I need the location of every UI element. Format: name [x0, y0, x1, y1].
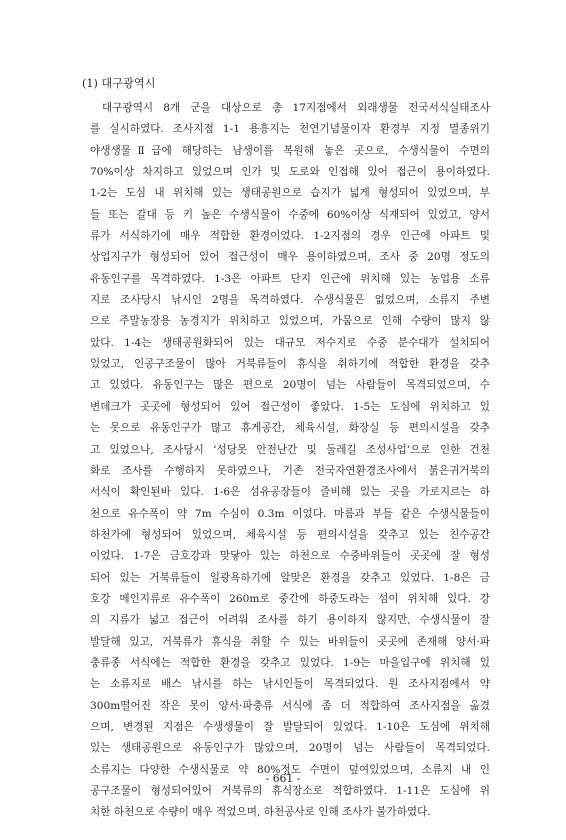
paragraph-line: 하천가에 형성되어 있었으며, 체육시설 등 편의시설을 갖추고 있는 친수공간 — [90, 528, 490, 541]
paragraph-line: 있는 생태공원으로 유동인구가 많았으며, 20명이 넘는 사람들이 목격되었다. — [90, 742, 490, 755]
paragraph-line: 충류종 서식에는 적합한 환경을 갖추고 있었다. 1-9는 마을입구에 위치해 있 — [90, 656, 490, 669]
paragraph-line: 으며, 변경된 지점은 수생생물이 잘 발달되어 있었다. 1-10은 도심에 위치해 — [90, 720, 490, 733]
paragraph-line: 300m떨어진 작은 못이 양서·파충류 서식에 좀 더 적합하여 조사지점을 옮겼 — [90, 699, 490, 712]
paragraph-line: 았다. 1-4는 생태공원화되어 있는 대규모 저수지로 수중 분수대가 설치되어 — [90, 336, 490, 349]
paragraph-line: 으로 주말농장용 농경지가 위치하고 있었으며, 가뭄으로 인해 수량이 많지 않 — [90, 315, 490, 328]
paragraph-line: 치한 하천으로 수량이 매우 적었으며, 하천공사로 인해 조사가 불가하였다. — [90, 806, 431, 819]
paragraph-line: 공구조물이 형성되어있어 거북류의 휴식장소로 적합하였다. 1-11은 도심에 위 — [90, 785, 490, 797]
paragraph-line: 서식이 확인된바 있다. 1-6은 섬유공장들이 즐비해 있는 곳을 가로지르는 하 — [90, 486, 490, 499]
paragraph-line: 의 지류가 넓고 접근이 어려워 조사를 하기 용이하지 않지만, 수생식물이 잘 — [90, 614, 490, 627]
paragraph-line: 야생생물Ⅱ급에 해당하는 남생이를 복원해 놓은 곳으로, 수생식물이 수면의 — [90, 144, 490, 157]
paragraph-line: 를 실시하였다. 조사지점 1-1 용흥지는 천연기념물이자 환경부 지정 멸종위기 — [90, 123, 490, 136]
body-paragraph — [90, 98, 490, 824]
paragraph-line: 화로 조사를 수행하지 못하였으나, 기존 전국자연환경조사에서 붉은귀거북의 — [90, 464, 490, 477]
section-heading: (1) 대구광역시 — [82, 77, 156, 90]
paragraph-line: 소류지는 다양한 수생식물로 약 80%정도 수면이 덮여있었으며, 소류지 내 인 — [90, 763, 490, 776]
paragraph-line: 70%이상 차지하고 있었으며 인가 및 도로와 인접해 있어 접근이 용이하였다. — [90, 166, 490, 179]
paragraph-line: 있었고, 인공구조물이 많아 거북류들이 휴식을 취하기에 적합한 환경을 갖추 — [90, 358, 490, 371]
paragraph-line: 천으로 유수폭이 약 7m 수심이 0.3m 이었다. 마름과 부들 같은 수생식물들이 — [90, 507, 490, 520]
paragraph-line: 고 있었다. 유동인구는 많은 편으로 20명이 넘는 사람들이 목격되었으며, 수 — [90, 379, 490, 392]
paragraph-line: 호강 메인지류로 유수폭이 260m로 중간에 하중도라는 섬이 위치해 있다. 강 — [90, 592, 490, 605]
paragraph-line: 1-2는 도심 내 위치해 있는 생태공원으로 습지가 넓게 형성되어 있었으며, 부 — [90, 187, 490, 200]
paragraph-line: 지로 조사당시 낚시인 2명을 목격하였다. 수생식물은 없었으며, 소류지 주변 — [90, 294, 490, 307]
paragraph-line: 는 못으로 유동인구가 많고 휴게공간, 체육시설, 화장실 등 편의시설을 갖추 — [90, 422, 490, 435]
paragraph-line: 고 있었으나, 조사당시 ‘성당못 안전난간 및 둘레길 조성사업’으로 인한 건천 — [90, 443, 490, 456]
paragraph-line: 되어 있는 거북류들이 일광욕하기에 알맞은 환경을 갖추고 있었다. 1-8은 금 — [90, 571, 490, 584]
page-number: - 661 - — [265, 772, 301, 785]
paragraph-line: 들 또는 갈대 등 키 높은 수생식물이 수중에 60%이상 식재되어 있었고, 양서 — [90, 208, 490, 221]
paragraph-line: 상업지구가 형성되어 있어 접근성이 매우 용이하였으며, 조사 중 20명 정도의 — [90, 251, 490, 264]
paragraph-line: 변데크가 곳곳에 형성되어 있어 접근성이 좋았다. 1-5는 도심에 위치하고 있 — [90, 400, 490, 413]
paragraph-line: 는 소류지로 배스 낚시를 하는 낚시인들이 목격되었다. 원 조사지점에서 약 — [90, 678, 490, 691]
paragraph-line: 유동인구를 목격하였다. 1-3은 아파트 단지 인근에 위치해 있는 농업용 소류 — [90, 272, 490, 285]
paragraph-line: 발달해 있고, 거북류가 휴식을 취할 수 있는 바위들이 곳곳에 존재해 양서·파 — [90, 635, 490, 648]
paragraph-line: 대구광역시 8개 군을 대상으로 총 17지점에서 외래생물 전국서식실태조사 — [102, 102, 490, 114]
paragraph-line: 류가 서식하기에 매우 적합한 환경이었다. 1-2지점의 경우 인근에 아파트 및 — [90, 230, 490, 243]
paragraph-line: 이었다. 1-7은 금호강과 맞닿아 있는 하천으로 수중바위들이 곳곳에 잘 형성 — [90, 550, 490, 563]
